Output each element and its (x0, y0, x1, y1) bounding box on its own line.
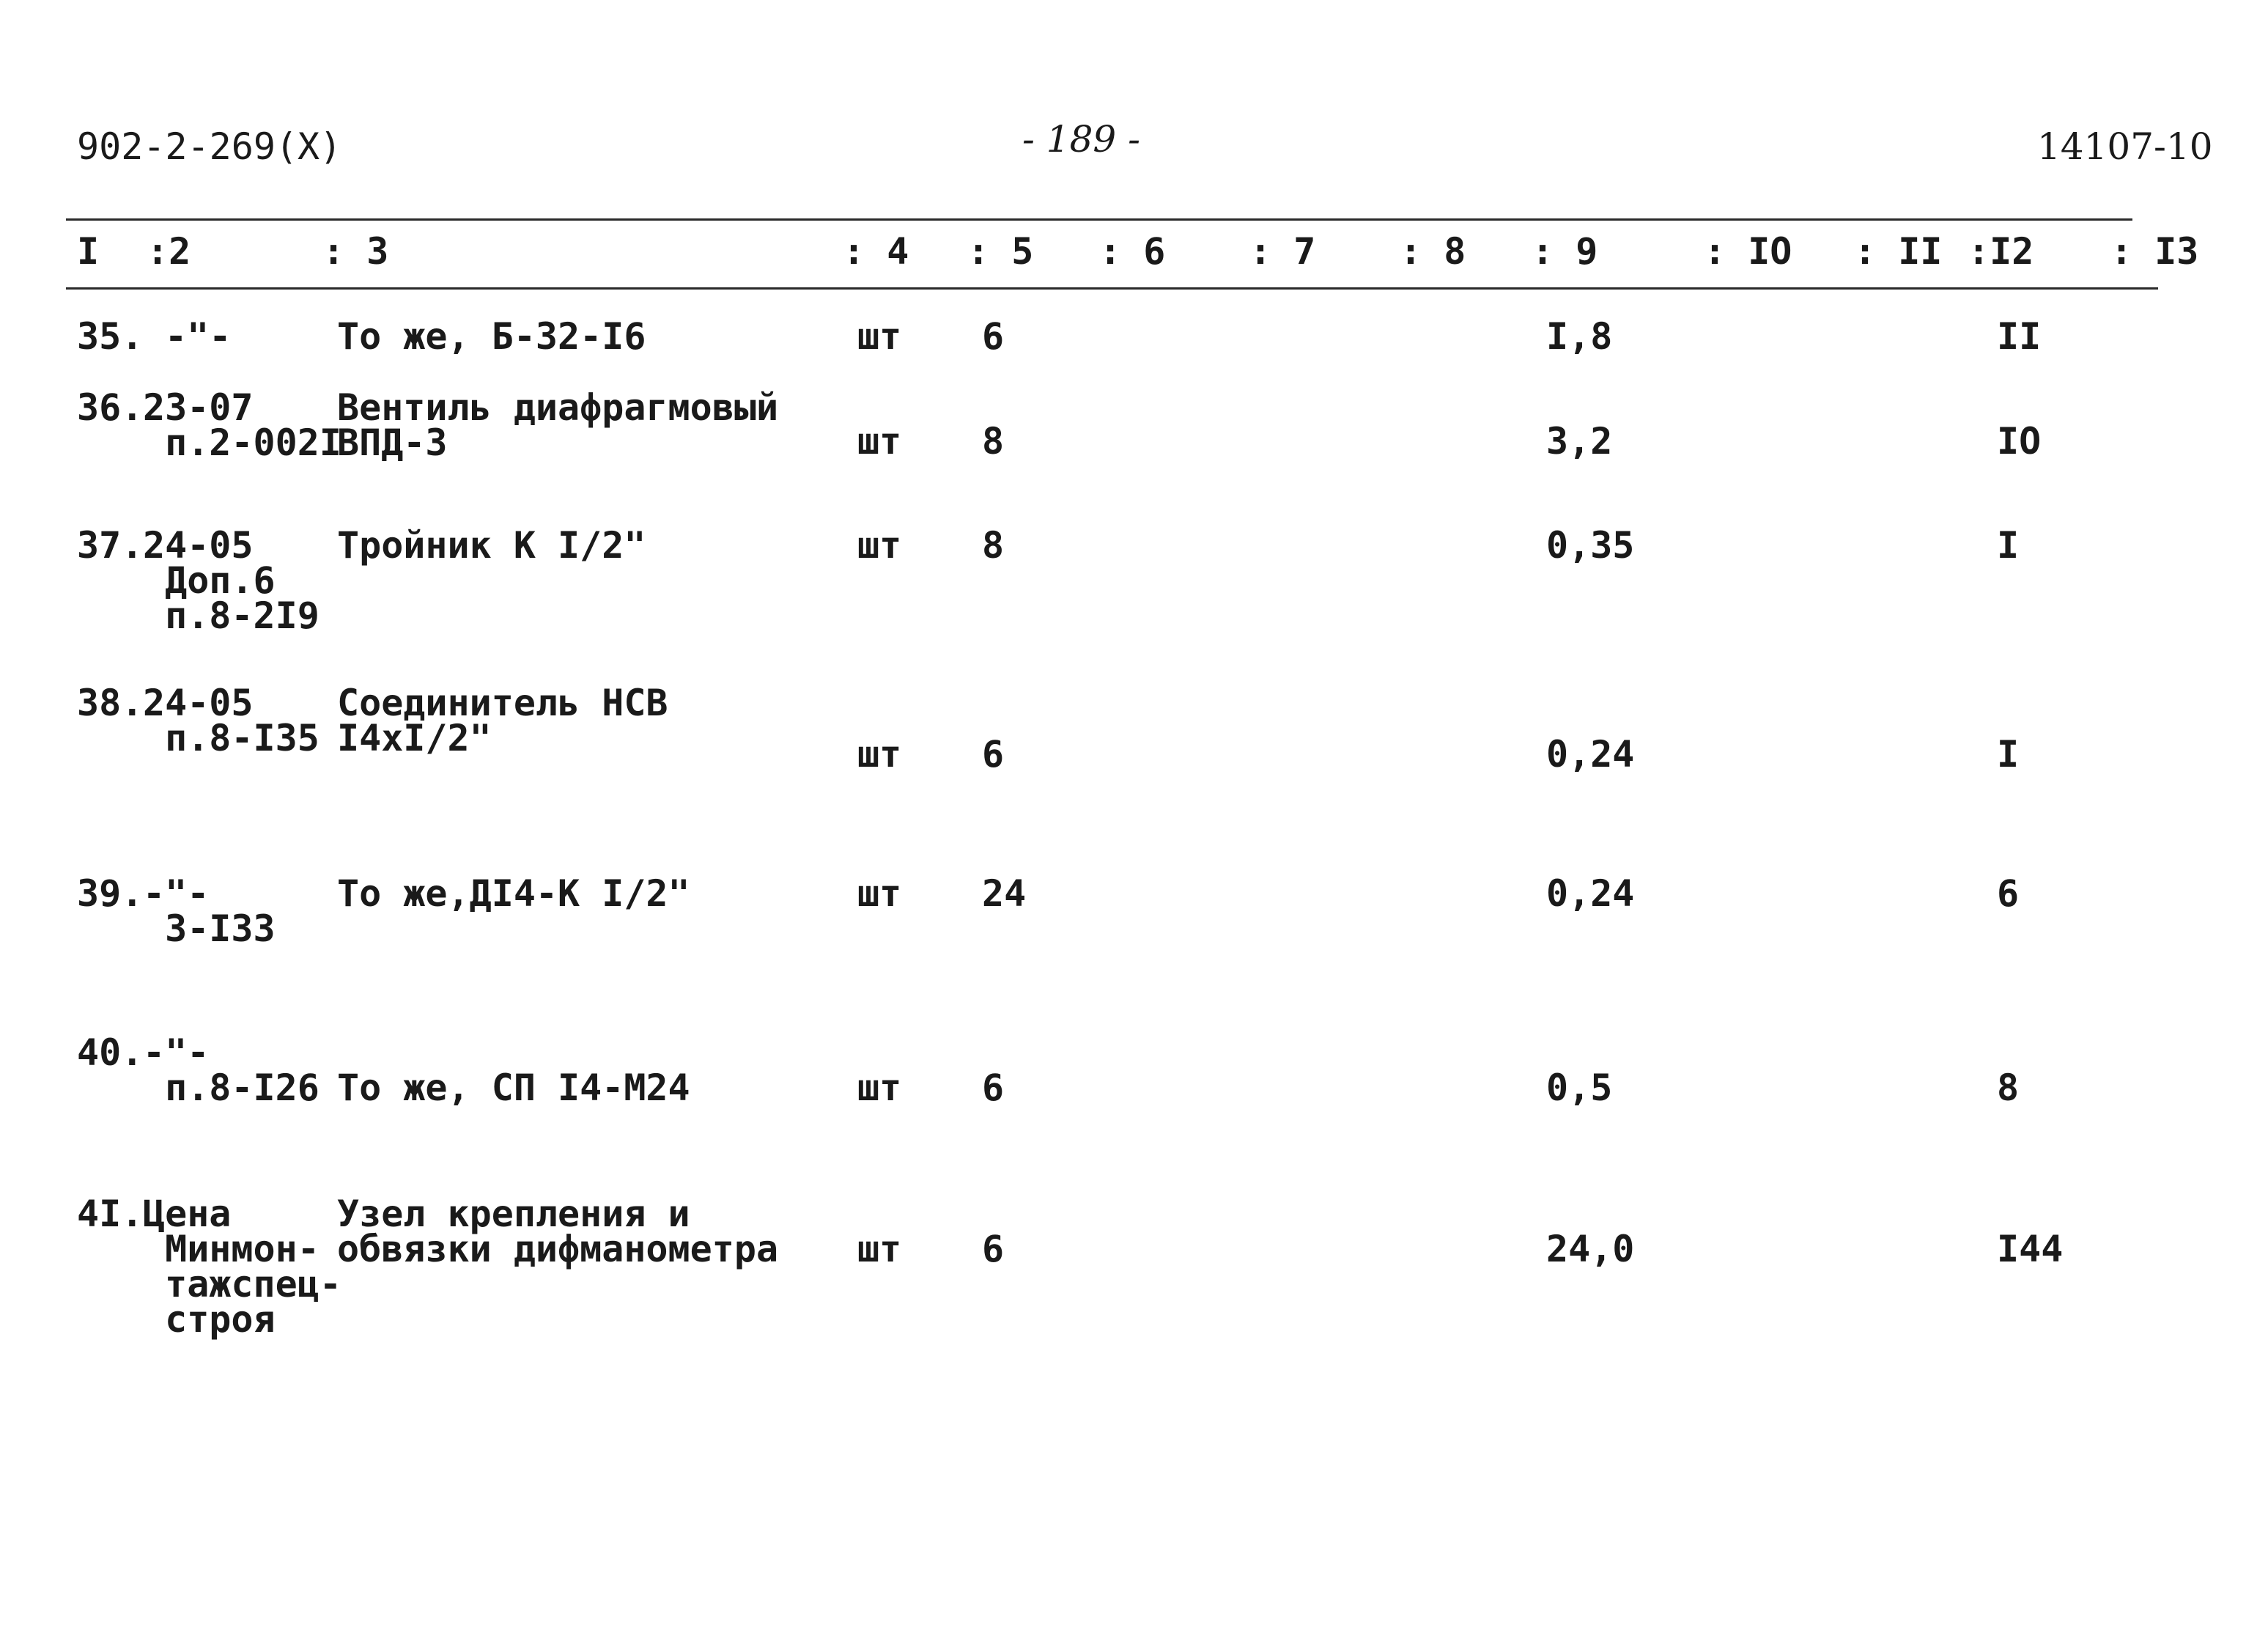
row-38-ref: 24-05 п.8-I35 (143, 682, 319, 759)
row-38-name: Соединитель НСВ I4xI/2" (337, 682, 668, 759)
row-37-col12: I (1997, 524, 2020, 567)
row-39-col9: 0,24 (1546, 872, 1635, 915)
row-39-col12: 6 (1997, 872, 2020, 915)
column-header-7: : 7 (1249, 230, 1316, 273)
row-35-col9: I,8 (1546, 315, 1613, 358)
table-top-rule (66, 218, 2132, 221)
row-37-col9: 0,35 (1546, 524, 1635, 567)
row-37-qty: 8 (982, 524, 1005, 567)
row-39-number: 39. (77, 872, 144, 915)
column-header-9: : 9 (1532, 230, 1598, 273)
column-header-10: : IO (1704, 230, 1792, 273)
row-38-col9: 0,24 (1546, 733, 1635, 776)
row-35-number: 35. (77, 315, 144, 358)
row-35-qty: 6 (982, 315, 1005, 358)
column-header-12: :I2 (1968, 230, 2034, 273)
row-38-qty: 6 (982, 733, 1005, 776)
row-36-number: 36. (77, 386, 144, 429)
row-40-number: 40. (77, 1031, 144, 1074)
column-header-1: I (77, 230, 100, 273)
row-37-unit: шт (857, 524, 902, 567)
row-37-ref: 24-05 Доп.6 п.8-2I9 (143, 524, 319, 637)
document-code: 902-2-269(X) (77, 125, 342, 168)
row-41-ref: Цена Минмон- тажспец- строя (143, 1193, 341, 1341)
row-39-unit: шт (857, 872, 902, 915)
row-36-qty: 8 (982, 420, 1005, 463)
column-header-13: : I3 (2110, 230, 2199, 273)
row-40-ref: -"- п.8-I26 (143, 1031, 319, 1109)
column-header-11: : II (1854, 230, 1943, 273)
row-36-ref: 23-07 п.2-002I (143, 386, 341, 464)
row-38-unit: шт (857, 733, 902, 776)
row-40-qty: 6 (982, 1067, 1005, 1109)
row-41-col12: I44 (1997, 1228, 2064, 1270)
row-36-col9: 3,2 (1546, 420, 1613, 463)
row-39-qty: 24 (982, 872, 1027, 915)
row-40-name: То же, СП I4-М24 (337, 1067, 690, 1109)
column-header-6: : 6 (1099, 230, 1166, 273)
row-40-col9: 0,5 (1546, 1067, 1613, 1109)
row-37-number: 37. (77, 524, 144, 567)
row-35-unit: шт (857, 315, 902, 358)
row-40-col12: 8 (1997, 1067, 2020, 1109)
row-41-col9: 24,0 (1546, 1228, 1635, 1270)
column-header-3: : 3 (322, 230, 389, 273)
row-36-col12: IO (1997, 420, 2042, 463)
row-41-unit: шт (857, 1228, 902, 1270)
column-header-2: :2 (147, 230, 191, 273)
column-header-4: : 4 (843, 230, 909, 273)
row-38-col12: I (1997, 733, 2020, 776)
row-35-name: То же, Б-32-I6 (337, 315, 646, 358)
table-header-rule (66, 287, 2158, 290)
row-41-number: 4I. (77, 1193, 144, 1235)
row-36-name: Вентиль диафрагмовый ВПД-3 (337, 386, 779, 464)
column-header-8: : 8 (1400, 230, 1466, 273)
sheet-number: 14107-10 (2037, 125, 2213, 168)
row-36-unit: шт (857, 420, 902, 463)
row-41-qty: 6 (982, 1228, 1005, 1270)
row-41-name: Узел крепления и обвязки дифманометра (337, 1193, 779, 1270)
row-35-col12: II (1997, 315, 2042, 358)
row-39-ref: -"- 3-I33 (143, 872, 276, 950)
row-35-ref: -"- (165, 315, 232, 358)
row-39-name: То же,ДI4-К I/2" (337, 872, 690, 915)
column-header-5: : 5 (967, 230, 1034, 273)
row-40-unit: шт (857, 1067, 902, 1109)
page-number: - 189 - (1022, 118, 1141, 161)
row-38-number: 38. (77, 682, 144, 724)
row-37-name: Тройник К I/2" (337, 524, 646, 567)
